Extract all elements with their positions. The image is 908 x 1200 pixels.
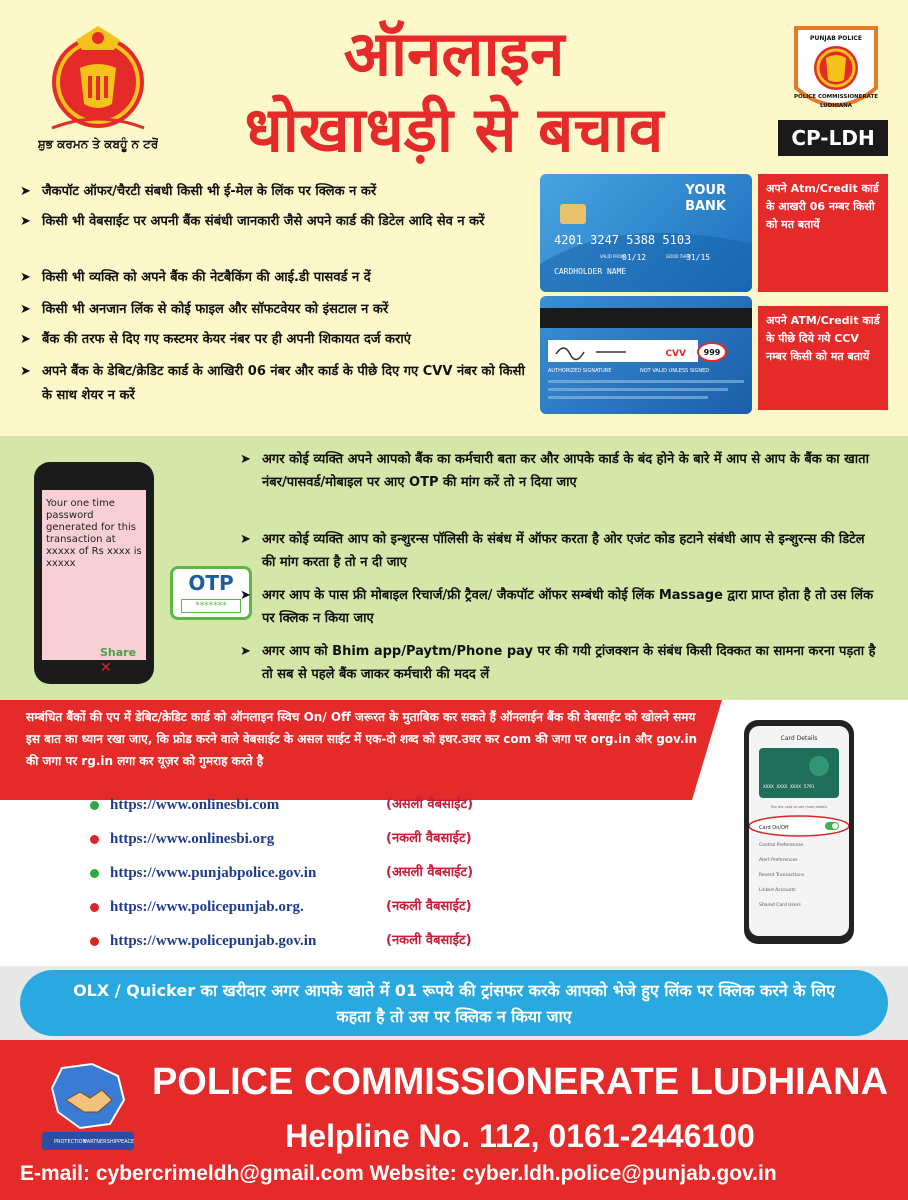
card-bank-name-line2: BANK (685, 199, 726, 214)
tip-item: ➤ जैकपॉट ऑफर/चैरटी संबधी किसी भी ई-मेल के लिंक पर क्लिक न करें (20, 180, 530, 204)
tip-item: ➤ बैंक की तरफ से दिए गए कस्टमर केयर नंबर पर ही अपनी शिकायत दर्ज कराएं (20, 328, 530, 352)
app-menu-item: Linked Accounts (759, 888, 796, 893)
website-url[interactable]: https://www.policepunjab.gov.in (110, 933, 317, 949)
website-url[interactable]: https://www.policepunjab.org. (110, 899, 304, 915)
arrow-icon: ➤ (20, 364, 31, 379)
website-tag: (असली वैबसाईट) (386, 865, 474, 880)
badge-bottom-text: POLICE COMMISSIONERATE (793, 94, 879, 100)
tip-item: ➤ किसी भी व्यक्ति को अपने बैंक की नेटबैकिंग की आई.डी पासवर्ड न दें (20, 266, 530, 290)
share-label: Share ✕ (100, 646, 137, 676)
app-menu-item: Alert Preferences (759, 858, 798, 863)
otp-label: OTP (188, 571, 234, 595)
tip-item: ➤ अगर कोई व्यक्ति अपने आपको बैंक का कर्मचारी बता कर और आपके कार्ड के बंद होने के बारे में आप से आप के बैंक का खाता नंबर/पासवर्ड/मोबाइल पर आए OTP की मांग करें तो न दिया जाए (240, 448, 880, 494)
phone-screen (42, 490, 146, 676)
footer (0, 1040, 908, 1200)
green-dot-icon (90, 801, 99, 810)
badge-city: LUDHIANA (819, 103, 853, 109)
website-url[interactable]: https://www.onlinesbi.org (110, 831, 275, 847)
otp-safety-section (0, 436, 908, 700)
website-tag: (नकली वैबसाईट) (386, 933, 472, 948)
page-title-line2: धोखाधड़ी से बचाव (244, 93, 664, 166)
valid-from: 01/12 (622, 253, 647, 262)
banking-app-screen (749, 726, 849, 936)
arrow-icon: ➤ (20, 302, 31, 317)
logo-word: PROTECTION (54, 1139, 87, 1145)
tip-item: ➤ किसी भी अनजान लिंक से कोई फाइल और सॉफटवेयर को इंसटाल न करें (20, 298, 530, 322)
cvv-value: 999 (703, 348, 721, 357)
fake-website-section (0, 700, 908, 966)
card-warning-box-2: अपने ATM/Credit कार्ड के पीछे दिये गये CCV नम्बर किसी को मत बतायें (758, 306, 888, 410)
website-item (90, 828, 520, 852)
green-dot-icon (90, 869, 99, 878)
app-menu-item: Control Preferences (759, 843, 804, 848)
helpline: Helpline No. 112, 0161-2446100 (285, 1118, 755, 1154)
card-holder: CARDHOLDER NAME (554, 267, 627, 276)
website-tag: (नकली वैबसाईट) (386, 831, 472, 846)
app-menu-item: Card On/Off (759, 825, 789, 831)
app-card-number: XXXX XXXX XXXX 5791 (763, 785, 815, 790)
app-menu-item: Recent Transactions (759, 873, 805, 878)
card-bank-name-line1: YOUR (685, 183, 726, 198)
tip-item: ➤ अगर आप के पास फ्री मोबाइल रिचार्ज/फ्री ट्रैवल/ जैकपॉट ऑफर सम्बंधी कोई लिंक Massage द्वारा प्राप्त होता है तो उस लिंक पर क्लिक न किया जाए (240, 584, 880, 630)
good-thru-label: GOOD THRU (666, 254, 691, 259)
footer-title: POLICE COMMISSIONERATE LUDHIANA (151, 1061, 889, 1103)
header (0, 0, 908, 170)
app-menu-item: Shared Card Users (759, 903, 801, 908)
credit-card-front (540, 174, 752, 292)
valid-from-label: VALID FROM (600, 254, 625, 259)
police-commissionerate-badge-icon (788, 22, 884, 124)
arrow-icon: ➤ (20, 184, 31, 199)
red-dot-icon (90, 937, 99, 946)
magnetic-strip (540, 308, 752, 328)
website-warning-text: सम्बंधित बैंकों की एप में डेबिट/क्रेडिट कार्ड को ऑनलाइन स्विच On/ Off जरूरत के मुताबिक कर सकते हैं ऑनलाईन बैंक की वेबसाईट को खोलने समय इस बात का ध्यान रखा जाए, कि फ्रोड करने वाले वेबसाईट के असल साईट में एक-दो शब्द को इधर.उधर कर com की जगा पर org.in और gov.in की जगा पर rg.in लगा कर यूज़र को गुमराह करते है (26, 710, 698, 768)
app-header: Card Details (780, 735, 818, 742)
website-item (90, 896, 520, 920)
olx-warning-section (0, 966, 908, 1040)
website-item (90, 930, 520, 954)
website-tag: (असली वैबसाईट) (386, 797, 474, 812)
good-thru: 31/15 (686, 253, 711, 262)
tip-item: ➤ अगर कोई व्यक्ति आप को इन्शुरन्स पॉलिसी के संबंध में ऑफर करता है ओर एजंट कोड हटाने संबंधी आप से इन्शुरन्स की डिटेल की मांग करता है तो न दी जाए (240, 528, 880, 574)
olx-warning-pill (20, 970, 888, 1036)
page-title-line1: ऑनलाइन (343, 17, 565, 90)
card-safety-section (0, 170, 908, 436)
not-valid-unless-signed: NOT VALID UNLESS SIGNED (640, 368, 710, 374)
arrow-icon: ➤ (20, 270, 31, 285)
logo-word: PARTNERSHIP (84, 1139, 119, 1145)
phone-illustration (34, 462, 234, 684)
website-url[interactable]: https://www.onlinesbi.com (110, 797, 280, 813)
otp-message: Your one time password generated for this transaction at xxxxx of Rs xxxx is xxxxx (46, 498, 142, 569)
cp-ldh-label: CP-LDH (778, 120, 888, 156)
tip-item: ➤ अगर आप को Bhim app/Paytm/Phone pay पर की गयी ट्रांजक्शन के संबंध किसी दिक्कत का सामना करना पड़ता है तो सब से पहले बैंक जाकर कर्मचारी की मदद लें (240, 640, 880, 686)
contact-line: E-mail: cybercrimeldh@gmail.com Website: cyber.ldh.police@punjab.gov.in (20, 1162, 777, 1185)
card-warning-box-1: अपने Atm/Credit कार्ड के आखरी 06 नम्बर किसी को मत बतायें (758, 174, 888, 292)
cross-icon: ✕ (100, 660, 112, 676)
otp-mask: ******* (181, 599, 241, 613)
arrow-icon: ➤ (240, 588, 251, 603)
cvv-label: CVV (665, 349, 686, 359)
red-dot-icon (90, 903, 99, 912)
website-tag: (नकली वैबसाईट) (386, 899, 472, 914)
arrow-icon: ➤ (240, 452, 251, 467)
credit-card-back (540, 296, 752, 414)
olx-warning-text: OLX / Quicker का खरीदार अगर आपके खाते में 01 रूपये की ट्रांसफर करके आपको भेजे हुए लिंक पर क्लिक करने के लिए कहता है तो उस पर क्लिक न किया जाए (73, 981, 835, 1026)
app-card-image (759, 748, 839, 798)
logo-word: PEACE (118, 1139, 135, 1145)
arrow-icon: ➤ (20, 332, 31, 347)
red-dot-icon (90, 835, 99, 844)
card-chip-icon (560, 204, 586, 224)
card-number: 4201 3247 5388 5103 (554, 233, 692, 247)
banking-app-phone (744, 720, 854, 944)
website-item (90, 862, 520, 886)
badge-top-text: PUNJAB POLICE (810, 35, 862, 42)
app-card-hint: Tap the card to see more details (770, 805, 828, 809)
tip-item: ➤ किसी भी वेबसाईट पर अपनी बैंक संबंधी जानकारी जैसे अपने कार्ड की डिटेल आदि सेव न करें (20, 210, 530, 234)
website-url[interactable]: https://www.punjabpolice.gov.in (110, 865, 317, 881)
arrow-icon: ➤ (240, 532, 251, 547)
emblem-motto: ਸ਼ੁਭ ਕਰਮਨ ਤੇ ਕਬਹੂੰ ਨ ਟਰੋਂ (38, 137, 158, 151)
punjab-map-handshake-logo-icon (40, 1058, 136, 1154)
tip-item: ➤ अपने बैंक के डेबिट/क्रेडिट कार्ड के आखिरी 06 नंबर और कार्ड के पीछे दिए गए CVV नंबर को किसी के साथ शेयर न करें (20, 360, 530, 408)
website-item (90, 794, 520, 818)
arrow-icon: ➤ (240, 644, 251, 659)
arrow-icon: ➤ (20, 214, 31, 229)
authorized-signature: AUTHORIZED SIGNATURE (548, 368, 612, 374)
